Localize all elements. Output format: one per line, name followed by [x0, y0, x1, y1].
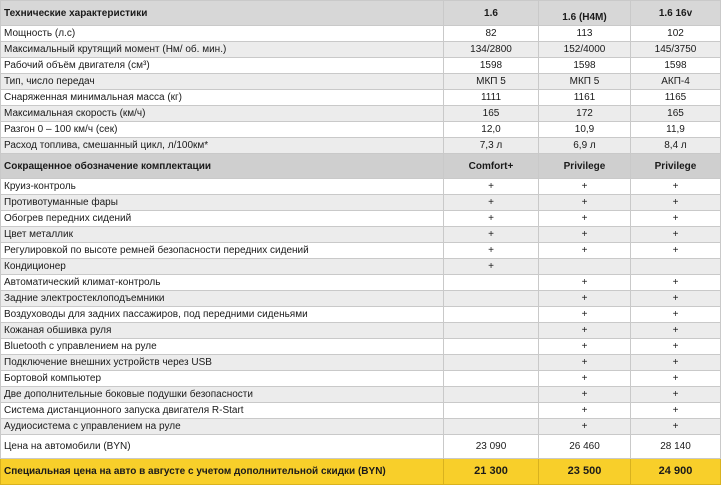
spec-value: 1598 — [444, 58, 539, 74]
equipment-label: Цвет металлик — [1, 227, 444, 243]
spec-value: 11,9 — [631, 122, 721, 138]
equipment-header-title: Сокращенное обозначение комплектации — [1, 154, 444, 179]
equipment-mark — [444, 419, 539, 435]
equipment-row — [1, 371, 721, 387]
equipment-mark — [631, 259, 721, 275]
equipment-mark: + — [444, 179, 539, 195]
equipment-label: Воздуховоды для задних пассажиров, под передними сиденьями — [1, 307, 444, 323]
spec-row — [1, 138, 721, 154]
engine-header: 1.6 — [444, 1, 539, 26]
equipment-mark: + — [631, 179, 721, 195]
equipment-mark: + — [444, 211, 539, 227]
equipment-row — [1, 387, 721, 403]
equipment-mark: + — [539, 179, 631, 195]
spec-row — [1, 42, 721, 58]
equipment-mark — [444, 387, 539, 403]
equipment-mark: + — [539, 387, 631, 403]
equipment-mark: + — [539, 355, 631, 371]
spec-value: МКП 5 — [444, 74, 539, 90]
equipment-mark: + — [539, 195, 631, 211]
spec-value: 6,9 л — [539, 138, 631, 154]
equipment-mark: + — [444, 227, 539, 243]
equipment-mark: + — [631, 307, 721, 323]
equipment-mark: + — [539, 307, 631, 323]
spec-value: АКП-4 — [631, 74, 721, 90]
equipment-row — [1, 275, 721, 291]
spec-value: 165 — [444, 106, 539, 122]
spec-value: 165 — [631, 106, 721, 122]
spec-label: Расход топлива, смешанный цикл, л/100км* — [1, 138, 444, 154]
spec-value: 82 — [444, 26, 539, 42]
equipment-mark: + — [539, 275, 631, 291]
equipment-label: Bluetooth с управлением на руле — [1, 339, 444, 355]
equipment-mark: + — [631, 275, 721, 291]
equipment-mark: + — [444, 259, 539, 275]
equipment-header-row — [1, 154, 721, 179]
spec-value: 152/4000 — [539, 42, 631, 58]
equipment-mark: + — [539, 371, 631, 387]
spec-label: Мощность (л.с) — [1, 26, 444, 42]
spec-value: 134/2800 — [444, 42, 539, 58]
equipment-row — [1, 419, 721, 435]
equipment-row — [1, 307, 721, 323]
equipment-label: Круиз-контроль — [1, 179, 444, 195]
equipment-label: Система дистанционного запуска двигателя R-Start — [1, 403, 444, 419]
spec-label: Максимальный крутящий момент (Нм/ об. мин.) — [1, 42, 444, 58]
price-row — [1, 435, 721, 459]
equipment-mark — [444, 403, 539, 419]
equipment-row — [1, 211, 721, 227]
equipment-mark — [444, 339, 539, 355]
spec-row — [1, 106, 721, 122]
equipment-row — [1, 243, 721, 259]
spec-value: МКП 5 — [539, 74, 631, 90]
equipment-label: Противотуманные фары — [1, 195, 444, 211]
equipment-row — [1, 195, 721, 211]
spec-row — [1, 26, 721, 42]
equipment-label: Обогрев передних сидений — [1, 211, 444, 227]
equipment-row — [1, 259, 721, 275]
spec-label: Максимальная скорость (км/ч) — [1, 106, 444, 122]
equipment-mark: + — [539, 211, 631, 227]
spec-value: 8,4 л — [631, 138, 721, 154]
equipment-mark: + — [631, 371, 721, 387]
equipment-mark: + — [631, 323, 721, 339]
trim-header: Privilege — [631, 154, 721, 179]
equipment-mark — [444, 355, 539, 371]
equipment-mark: + — [631, 211, 721, 227]
equipment-mark: + — [631, 355, 721, 371]
tech-header-row — [1, 1, 721, 26]
trim-header: Privilege — [539, 154, 631, 179]
equipment-mark: + — [539, 419, 631, 435]
spec-row — [1, 90, 721, 106]
equipment-mark: + — [444, 195, 539, 211]
equipment-row — [1, 323, 721, 339]
equipment-mark: + — [631, 403, 721, 419]
equipment-mark: + — [539, 291, 631, 307]
price-value: 28 140 — [631, 435, 721, 459]
special-price-label: Специальная цена на авто в августе с учетом дополнительной скидки (BYN) — [1, 459, 444, 485]
spec-value: 1161 — [539, 90, 631, 106]
spec-label: Рабочий объём двигателя (см³) — [1, 58, 444, 74]
spec-label: Снаряженная минимальная масса (кг) — [1, 90, 444, 106]
equipment-mark: + — [631, 419, 721, 435]
equipment-mark: + — [631, 387, 721, 403]
equipment-mark — [539, 259, 631, 275]
spec-row — [1, 74, 721, 90]
equipment-mark: + — [631, 291, 721, 307]
engine-header: 1.6 16v — [631, 1, 721, 26]
equipment-mark: + — [539, 243, 631, 259]
spec-value: 10,9 — [539, 122, 631, 138]
equipment-mark — [444, 307, 539, 323]
equipment-mark: + — [631, 195, 721, 211]
equipment-row — [1, 339, 721, 355]
special-price-row — [1, 459, 721, 485]
equipment-row — [1, 403, 721, 419]
equipment-label: Кондиционер — [1, 259, 444, 275]
equipment-mark: + — [539, 323, 631, 339]
spec-row — [1, 122, 721, 138]
equipment-mark — [444, 323, 539, 339]
spec-row — [1, 58, 721, 74]
spec-label: Тип, число передач — [1, 74, 444, 90]
spec-value: 102 — [631, 26, 721, 42]
special-price-value: 23 500 — [539, 459, 631, 485]
price-label: Цена на автомобили (BYN) — [1, 435, 444, 459]
equipment-mark: + — [631, 227, 721, 243]
equipment-mark: + — [631, 339, 721, 355]
equipment-row — [1, 355, 721, 371]
price-value: 23 090 — [444, 435, 539, 459]
equipment-mark: + — [539, 403, 631, 419]
equipment-label: Аудиосистема с управлением на руле — [1, 419, 444, 435]
equipment-row — [1, 291, 721, 307]
spec-value: 113 — [539, 26, 631, 42]
equipment-label: Кожаная обшивка руля — [1, 323, 444, 339]
equipment-mark — [444, 371, 539, 387]
equipment-mark: + — [444, 243, 539, 259]
special-price-value: 21 300 — [444, 459, 539, 485]
equipment-label: Автоматический климат-контроль — [1, 275, 444, 291]
engine-header: 1.6 (H4M) — [539, 1, 631, 26]
equipment-mark — [444, 275, 539, 291]
equipment-label: Задние электростеклоподъемники — [1, 291, 444, 307]
spec-value: 12,0 — [444, 122, 539, 138]
equipment-row — [1, 227, 721, 243]
special-price-value: 24 900 — [631, 459, 721, 485]
spec-value: 1165 — [631, 90, 721, 106]
equipment-label: Бортовой компьютер — [1, 371, 444, 387]
price-value: 26 460 — [539, 435, 631, 459]
equipment-label: Две дополнительные боковые подушки безопасности — [1, 387, 444, 403]
spec-value: 1598 — [539, 58, 631, 74]
equipment-label: Регулировкой по высоте ремней безопасности передних сидений — [1, 243, 444, 259]
spec-value: 7,3 л — [444, 138, 539, 154]
equipment-mark: + — [539, 339, 631, 355]
equipment-row — [1, 179, 721, 195]
equipment-label: Подключение внешних устройств через USB — [1, 355, 444, 371]
trim-header: Comfort+ — [444, 154, 539, 179]
equipment-mark: + — [631, 243, 721, 259]
spec-value: 1598 — [631, 58, 721, 74]
equipment-mark: + — [539, 227, 631, 243]
equipment-mark — [444, 291, 539, 307]
tech-header-title: Технические характеристики — [1, 1, 444, 26]
spec-value: 1111 — [444, 90, 539, 106]
spec-value: 172 — [539, 106, 631, 122]
spec-value: 145/3750 — [631, 42, 721, 58]
spec-label: Разгон 0 – 100 км/ч (сек) — [1, 122, 444, 138]
